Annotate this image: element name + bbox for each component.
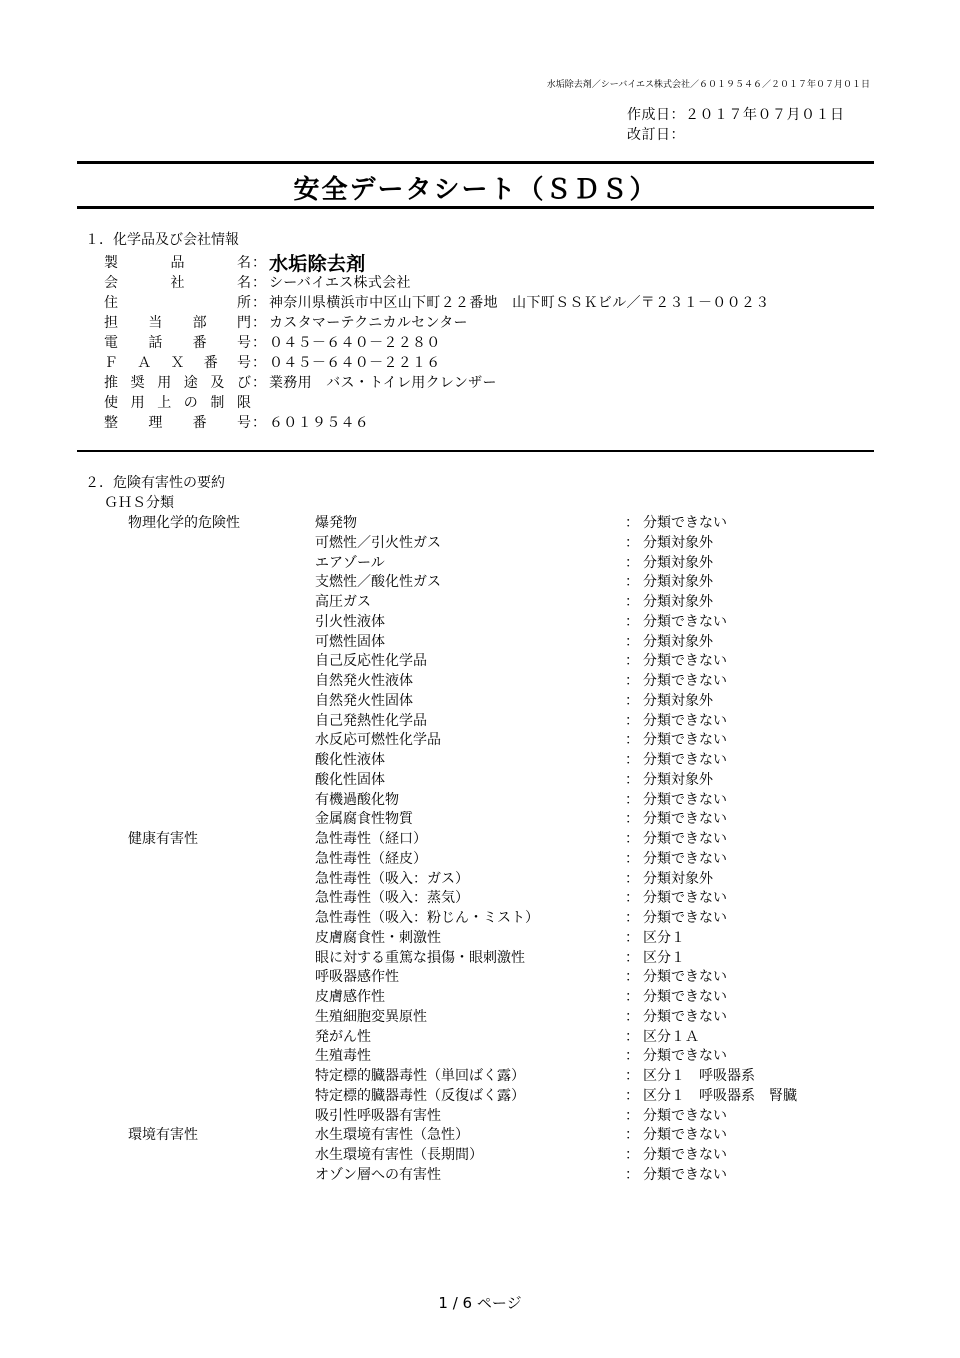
ghs-hazard-item: 急性毒性（吸入：蒸気）	[315, 890, 469, 907]
ghs-colon: ：	[625, 989, 639, 1005]
ghs-colon: ：	[625, 673, 639, 689]
ghs-row	[0, 552, 960, 572]
ghs-hazard-item: 可燃性／引火性ガス	[315, 534, 441, 551]
ghs-hazard-item: 支燃性／酸化性ガス	[315, 574, 441, 591]
ghs-result: 分類できない	[643, 890, 727, 907]
ghs-colon: ：	[625, 910, 639, 926]
document-title: 安全データシート（ＳＤＳ）	[293, 175, 658, 205]
ghs-row	[0, 670, 960, 690]
ghs-row	[0, 947, 960, 967]
section1-bottom-rule	[77, 450, 874, 452]
ghs-hazard-item: 特定標的臓器毒性（単回ばく露）	[315, 1068, 525, 1084]
company-info-colon: ：	[252, 415, 266, 431]
ghs-row	[0, 1124, 960, 1144]
ghs-hazard-item: 爆発物	[315, 515, 357, 531]
company-info-value: カスタマーテクニカルセンター	[269, 315, 468, 331]
ghs-result: 分類対象外	[643, 554, 713, 571]
ghs-colon: ：	[625, 653, 639, 670]
ghs-colon: ：	[625, 1008, 639, 1025]
ghs-category: 健康有害性	[128, 831, 198, 847]
company-info-value: シーバイエス株式会社	[269, 275, 411, 291]
ghs-result: 区分１	[643, 929, 685, 946]
ghs-colon: ：	[625, 1048, 639, 1065]
ghs-row	[0, 650, 960, 670]
ghs-result: 分類できない	[643, 1107, 727, 1124]
company-info-colon: ：	[252, 315, 266, 331]
ghs-result: 分類できない	[643, 613, 727, 630]
ghs-hazard-item: 皮膚腐食性・刺激性	[315, 929, 441, 946]
ghs-colon: ：	[625, 633, 639, 650]
company-info-colon: ：	[252, 275, 266, 291]
ghs-colon: ：	[625, 1028, 639, 1045]
ghs-hazard-item: 水生環境有害性（急性）	[315, 1127, 469, 1144]
ghs-hazard-item: 水反応可燃性化学品	[315, 732, 441, 749]
company-info-value: ０４５－６４０－２２１６	[269, 355, 441, 371]
ghs-result: 分類対象外	[643, 534, 713, 551]
ghs-hazard-item: オゾン層への有害性	[315, 1166, 441, 1183]
ghs-result: 分類できない	[643, 1147, 727, 1163]
ghs-result: 分類できない	[643, 910, 727, 926]
ghs-result: 分類できない	[643, 1048, 727, 1065]
ghs-row	[0, 1164, 960, 1184]
ghs-result: 区分１	[643, 949, 685, 966]
company-info-label: 使 用 上 の 制 限	[104, 395, 251, 411]
company-info-value: ０４５－６４０－２２８０	[269, 335, 441, 351]
ghs-colon: ：	[625, 1166, 639, 1183]
ghs-result: 分類対象外	[643, 594, 713, 610]
ghs-hazard-item: 有機過酸化物	[315, 791, 399, 808]
ghs-colon: ：	[625, 850, 639, 867]
ghs-row	[0, 1085, 960, 1105]
company-info-label: 会 社 名	[104, 275, 251, 291]
ghs-row	[0, 611, 960, 631]
company-info-label: 製 品 名	[104, 255, 251, 271]
company-info-value: 水垢除去剤	[269, 253, 366, 275]
ghs-result: 分類できない	[643, 850, 727, 867]
ghs-row	[0, 789, 960, 809]
ghs-hazard-item: 酸化性液体	[315, 752, 385, 768]
ghs-result: 分類できない	[643, 732, 727, 749]
ghs-result: 分類できない	[643, 1008, 727, 1025]
ghs-colon: ：	[625, 870, 639, 887]
ghs-row	[0, 729, 960, 749]
ghs-result: 区分１Ａ	[643, 1028, 699, 1045]
ghs-result: 区分１ 呼吸器系	[643, 1068, 755, 1084]
page-number: 1 / 6 ページ	[438, 1294, 522, 1312]
ghs-row	[0, 927, 960, 947]
section2-heading: ２．危険有害性の要約	[85, 475, 225, 491]
ghs-row	[0, 966, 960, 986]
company-info-colon: ：	[252, 375, 266, 391]
company-info-colon: ：	[252, 355, 266, 371]
ghs-row	[0, 1144, 960, 1164]
ghs-result: 分類できない	[643, 515, 727, 531]
ghs-hazard-item: 特定標的臓器毒性（反復ばく露）	[315, 1087, 525, 1104]
ghs-row	[0, 769, 960, 789]
ghs-hazard-item: 吸引性呼吸器有害性	[315, 1107, 441, 1124]
ghs-hazard-item: 金属腐食性物質	[315, 811, 413, 828]
company-info-colon: ：	[252, 255, 266, 271]
ghs-row	[0, 690, 960, 710]
ghs-hazard-item: 可燃性固体	[315, 633, 385, 650]
ghs-hazard-item: 眼に対する重篤な損傷・眼刺激性	[315, 949, 525, 966]
ghs-row	[0, 591, 960, 611]
ghs-row	[0, 532, 960, 552]
title-top-rule	[77, 161, 874, 164]
ghs-colon: ：	[625, 890, 639, 907]
ghs-category: 環境有害性	[128, 1127, 198, 1144]
ghs-row	[0, 808, 960, 828]
ghs-row	[0, 868, 960, 888]
company-info-value: 業務用 バス・トイレ用クレンザー	[269, 375, 497, 391]
ghs-result: 分類対象外	[643, 633, 713, 650]
company-info-colon: ：	[252, 335, 266, 351]
running-header: 水垢除去剤／シーバイエス株式会社／６０１９５４６／２０１７年０７月０１日	[546, 80, 870, 90]
ghs-hazard-item: 自然発火性固体	[315, 692, 413, 709]
ghs-hazard-item: 水生環境有害性（長期間）	[315, 1147, 483, 1163]
ghs-row	[0, 907, 960, 927]
ghs-colon: ：	[625, 1068, 639, 1084]
ghs-colon: ：	[625, 1147, 639, 1163]
ghs-colon: ：	[625, 594, 639, 610]
ghs-row	[0, 1026, 960, 1046]
ghs-result: 分類できない	[643, 831, 727, 847]
ghs-classification-label: ＧＨＳ分類	[104, 495, 174, 511]
ghs-row	[0, 1105, 960, 1125]
company-info-label: Ｆ Ａ Ｘ 番 号	[104, 355, 251, 371]
ghs-result: 分類できない	[643, 1166, 727, 1183]
ghs-row	[0, 710, 960, 730]
section1-heading: １．化学品及び会社情報	[85, 232, 239, 248]
company-info-value: ６０１９５４６	[269, 415, 370, 431]
ghs-result: 分類対象外	[643, 574, 713, 591]
company-info-label: 住 所	[104, 295, 251, 311]
ghs-hazard-item: 自己発熱性化学品	[315, 712, 427, 729]
ghs-colon: ：	[625, 949, 639, 966]
ghs-hazard-item: 生殖細胞変異原性	[315, 1008, 427, 1025]
ghs-colon: ：	[625, 752, 639, 768]
ghs-hazard-item: 急性毒性（経皮）	[315, 850, 427, 867]
company-info-label: 担 当 部 門	[104, 315, 251, 331]
company-info-label: 整 理 番 号	[104, 415, 251, 431]
ghs-colon: ：	[625, 613, 639, 630]
ghs-colon: ：	[625, 1107, 639, 1124]
ghs-colon: ：	[625, 515, 639, 531]
ghs-result: 分類対象外	[643, 870, 713, 887]
ghs-result: 分類できない	[643, 969, 727, 986]
created-date: 作成日：２０１７年０７月０１日	[627, 107, 845, 123]
ghs-colon: ：	[625, 811, 639, 828]
ghs-result: 分類対象外	[643, 771, 713, 788]
company-info-value: 神奈川県横浜市中区山下町２２番地 山下町ＳＳＫビル／〒２３１－００２３	[269, 295, 770, 311]
ghs-row	[0, 887, 960, 907]
ghs-colon: ：	[625, 554, 639, 571]
revised-date: 改訂日：	[627, 127, 685, 143]
title-bottom-rule	[77, 206, 874, 209]
ghs-hazard-item: 皮膚感作性	[315, 989, 385, 1005]
ghs-row	[0, 749, 960, 769]
ghs-hazard-item: 引火性液体	[315, 613, 385, 630]
ghs-hazard-item: 生殖毒性	[315, 1048, 371, 1065]
ghs-hazard-item: エアゾール	[315, 554, 385, 571]
ghs-hazard-item: 自己反応性化学品	[315, 653, 427, 670]
ghs-colon: ：	[625, 969, 639, 986]
ghs-colon: ：	[625, 534, 639, 551]
company-info-label: 電 話 番 号	[104, 335, 251, 351]
ghs-row	[0, 848, 960, 868]
ghs-hazard-item: 自然発火性液体	[315, 673, 413, 689]
ghs-result: 分類対象外	[643, 692, 713, 709]
ghs-hazard-item: 急性毒性（吸入：粉じん・ミスト）	[315, 910, 539, 926]
ghs-hazard-item: 高圧ガス	[315, 594, 371, 610]
ghs-colon: ：	[625, 1127, 639, 1144]
ghs-hazard-item: 急性毒性（経口）	[315, 831, 427, 847]
ghs-row	[0, 1045, 960, 1065]
ghs-row	[0, 631, 960, 651]
ghs-colon: ：	[625, 732, 639, 749]
ghs-row	[0, 571, 960, 591]
ghs-result: 分類できない	[643, 989, 727, 1005]
ghs-hazard-item: 酸化性固体	[315, 771, 385, 788]
ghs-result: 分類できない	[643, 712, 727, 729]
company-info-colon: ：	[252, 295, 266, 311]
ghs-colon: ：	[625, 692, 639, 709]
ghs-row	[0, 1006, 960, 1026]
ghs-hazard-item: 発がん性	[315, 1028, 371, 1045]
ghs-hazard-item: 呼吸器感作性	[315, 969, 399, 986]
ghs-colon: ：	[625, 929, 639, 946]
ghs-row	[0, 828, 960, 848]
ghs-colon: ：	[625, 574, 639, 591]
ghs-colon: ：	[625, 791, 639, 808]
ghs-colon: ：	[625, 771, 639, 788]
ghs-result: 分類できない	[643, 752, 727, 768]
ghs-result: 分類できない	[643, 653, 727, 670]
ghs-result: 分類できない	[643, 791, 727, 808]
ghs-result: 分類できない	[643, 673, 727, 689]
ghs-result: 分類できない	[643, 811, 727, 828]
company-info-label: 推 奨 用 途 及 び	[104, 375, 251, 391]
ghs-colon: ：	[625, 712, 639, 729]
ghs-result: 分類できない	[643, 1127, 727, 1144]
ghs-result: 区分１ 呼吸器系 腎臓	[643, 1087, 797, 1104]
ghs-row	[0, 986, 960, 1006]
ghs-hazard-item: 急性毒性（吸入：ガス）	[315, 870, 469, 887]
ghs-colon: ：	[625, 831, 639, 847]
ghs-colon: ：	[625, 1087, 639, 1104]
ghs-category: 物理化学的危険性	[128, 515, 240, 531]
ghs-row	[0, 512, 960, 532]
ghs-row	[0, 1065, 960, 1085]
